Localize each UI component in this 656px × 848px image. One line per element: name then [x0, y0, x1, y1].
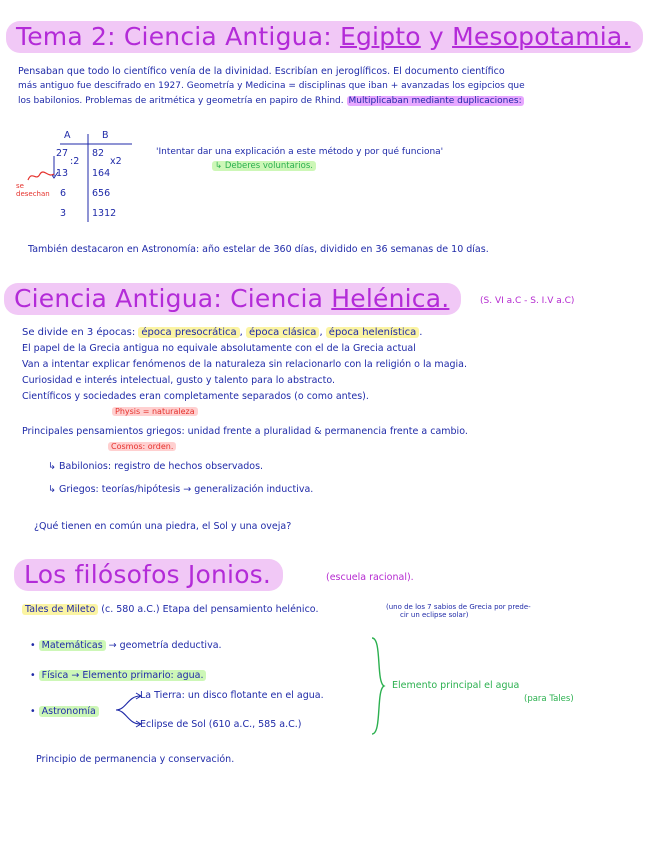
section-title-helenica: [4, 284, 461, 314]
bullet-dot-icon: •: [30, 670, 39, 681]
table-sub-b: x2: [110, 156, 122, 167]
note-cosmos: Cosmos: orden.: [108, 442, 176, 451]
table-cell: 656: [92, 188, 111, 199]
table-cell: 164: [92, 168, 111, 179]
table-cell: 13: [56, 168, 69, 179]
title-y: y: [420, 22, 453, 51]
duplication-table: [52, 130, 142, 224]
astronomia-eclipse: Eclipse de Sol (610 a.C., 585 a.C.): [140, 719, 302, 730]
thales-note-line: (uno de los 7 sabios de Grecia por prede-: [386, 603, 531, 611]
epochs-end: .: [419, 327, 423, 338]
quote-text: 'Intentar dar una explicación a este método y por qué funciona': [156, 147, 444, 157]
paragraph-text: los babilonios. Problemas de aritmética y geometría en papiro de Rhind.: [18, 96, 344, 106]
paragraph-line: [18, 95, 524, 107]
quote-note-highlight: ↳ Deberes voluntarios.: [212, 161, 316, 171]
title-egipto: Egipto: [339, 22, 421, 51]
paragraph-line: Curiosidad e interés intelectual, gusto y talento para lo abstracto.: [22, 375, 336, 386]
question-line: ¿Qué tienen en común una piedra, el Sol y una oveja?: [34, 521, 292, 532]
paragraph-line: Van a intentar explicar fenómenos de la naturaleza sin relacionarlo con la religión o la magia.: [22, 359, 468, 370]
squiggle-arrow-icon: [26, 168, 56, 184]
title-prefix: Ciencia Antigua: Ciencia: [14, 284, 332, 313]
title-highlight: [4, 283, 461, 315]
bullet-dot-icon: •: [30, 706, 39, 717]
note-physis: Physis = naturaleza: [112, 407, 198, 416]
bullet-dot-icon: •: [30, 640, 39, 651]
paragraph-line: El papel de la Grecia antigua no equivale absolutamente con el de la Grecia actual: [22, 343, 416, 354]
table-cell: 82: [92, 148, 105, 159]
epoch-helenistica: época helenística: [326, 327, 420, 338]
table-header-a: A: [64, 130, 71, 141]
brace-note: Elemento principal el agua: [392, 680, 520, 691]
table-sub-a: :2: [70, 156, 80, 167]
paragraph-line: ↳ Babilonios: registro de hechos observados.: [48, 461, 264, 472]
bullet-matematicas: [30, 640, 222, 652]
section-dates: (S. VI a.C - S. I.V a.C): [480, 296, 575, 306]
astronomia-tierra: La Tierra: un disco flotante en el agua.: [140, 690, 324, 701]
thales-highlight: Tales de Mileto: [22, 604, 98, 615]
thales-rest: (c. 580 a.C.) Etapa del pensamiento helénico.: [98, 604, 319, 615]
thales-note: [386, 603, 531, 619]
matematicas-highlight: Matemáticas: [39, 640, 106, 651]
brace-icon: [368, 636, 388, 736]
epochs-start: Se divide en 3 épocas:: [22, 327, 139, 338]
table-cell: 1312: [92, 208, 117, 219]
fisica-highlight: Física → Elemento primario: agua.: [39, 670, 207, 681]
paragraph-line: Principales pensamientos griegos: unidad frente a pluralidad & permanencia frente a cambio.: [22, 426, 468, 437]
paragraph-line: más antiguo fue descifrado en 1927. Geometría y Medicina = disciplinas que iban + avanzadas los egipcios que: [18, 81, 525, 91]
epochs-comma: ,: [239, 327, 246, 338]
epoch-presocratica: época presocrática: [138, 327, 239, 338]
section-subtitle: (escuela racional).: [326, 572, 414, 583]
title-prefix: Tema 2: Ciencia Antigua:: [16, 22, 340, 51]
epochs-comma: ,: [319, 327, 326, 338]
section-title-jonios: [14, 560, 283, 590]
title-helenica: Helénica.: [331, 284, 450, 313]
bullet-text: → geometría deductiva.: [105, 640, 222, 651]
title-highlight: [6, 21, 643, 53]
title-jonios: Los filósofos Jonios.: [14, 559, 283, 591]
highlight-duplicaciones: Multiplicaban mediante duplicaciones:: [348, 96, 522, 106]
section-title-egipto: [6, 22, 643, 52]
thales-line: [22, 604, 318, 616]
brace-note-2: (para Tales): [524, 694, 574, 704]
table-cell: 27: [56, 148, 69, 159]
epoch-clasica: época clásica: [246, 327, 319, 338]
bullet-astronomia: [30, 706, 99, 718]
astronomy-line: También destacaron en Astronomía: año estelar de 360 días, dividido en 36 semanas de 10 días.: [28, 244, 489, 255]
astronomia-highlight: Astronomía: [39, 706, 99, 717]
table-header-b: B: [102, 130, 109, 141]
paragraph-line: ↳ Griegos: teorías/hipótesis → generalización inductiva.: [48, 484, 314, 495]
quote-note: [212, 161, 316, 171]
paragraph-line: Pensaban que todo lo científico venía de la divinidad. Escribían en jeroglíficos. El documento científico: [18, 66, 505, 77]
table-cell: 6: [60, 188, 67, 199]
epochs-line: [22, 327, 422, 339]
table-cell: 3: [60, 208, 67, 219]
thales-note-line: cir un eclipse solar): [400, 611, 469, 619]
title-mesopotamia: Mesopotamia.: [452, 22, 631, 51]
bullet-fisica: [30, 670, 206, 682]
principle-line: Principio de permanencia y conservación.: [36, 754, 235, 765]
side-note-desechan: se desechan: [16, 182, 50, 198]
paragraph-line: Científicos y sociedades eran completamente separados (o como antes).: [22, 391, 369, 402]
